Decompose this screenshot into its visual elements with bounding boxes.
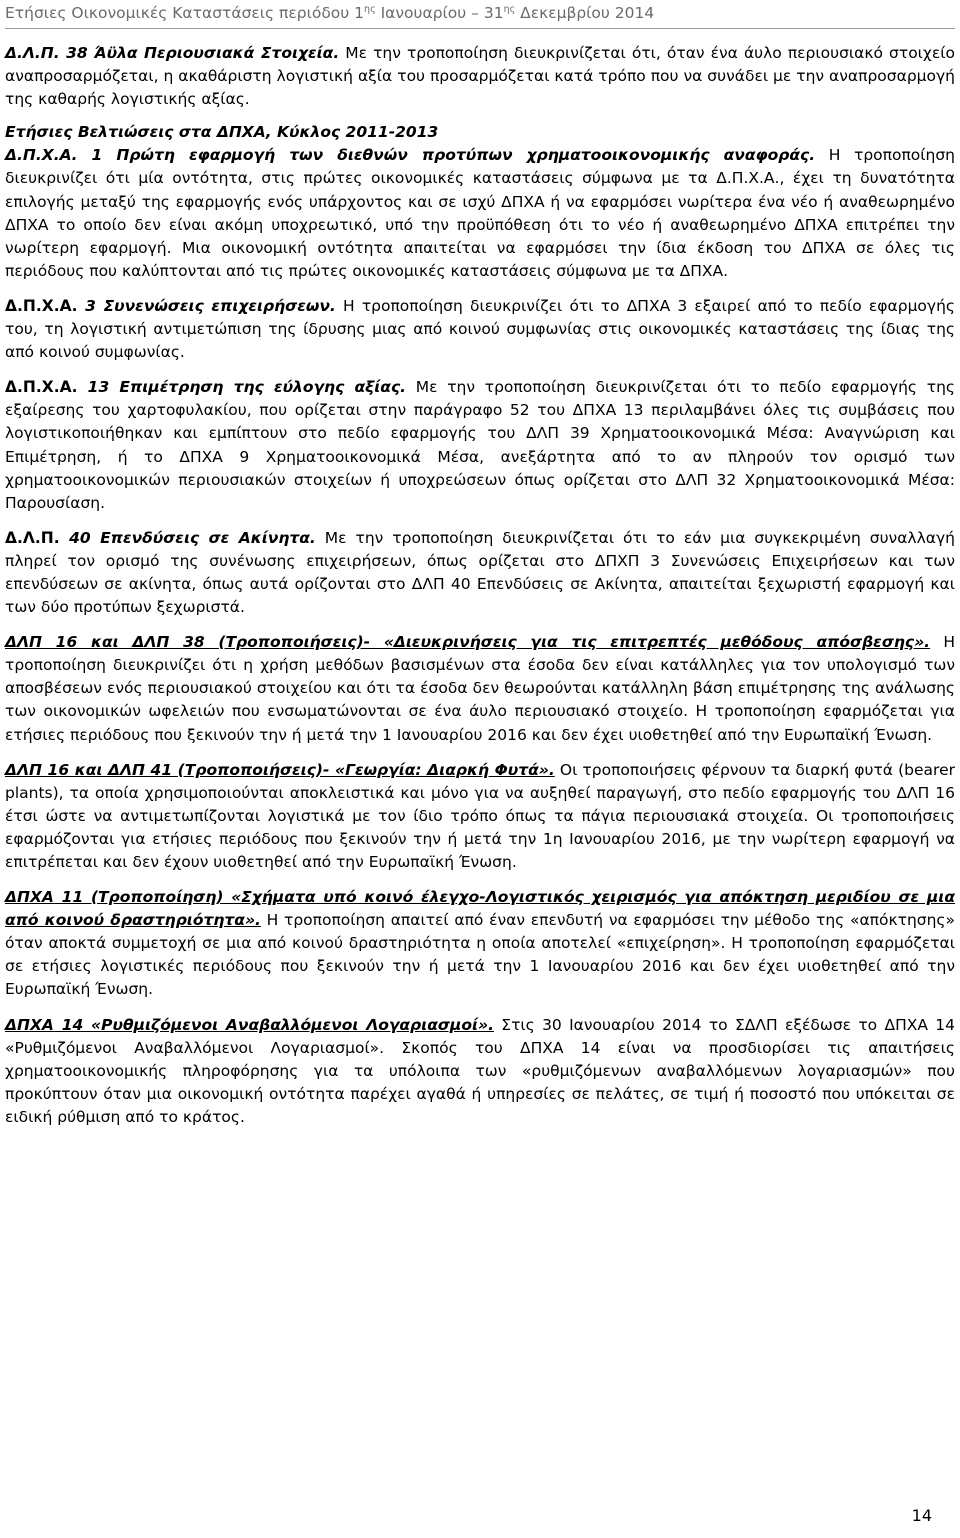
heading-ias16-ias41: ΔΛΠ 16 και ΔΛΠ 41 (Τροποποιήσεις)- «Γεωργία: Διαρκή Φυτά». [5, 760, 555, 779]
paragraph-ias38 [5, 42, 955, 111]
text-ifrs11: Η τροποποίηση απαιτεί από έναν επενδυτή να εφαρμόσει την μέθοδο της «απόκτησης» όταν αποκτά συμμετοχή σε μια από κοινού δραστηριότητα η οποία αποτελεί «επιχείρηση». Η τροποποίηση εφαρμόζεται σε ετήσιες λογιστικές περιόδους που ξεκινούν την ή μετά την 1 Ιανουαρίου 2016 και δεν έχει υιοθετηθεί από την Ευρωπαϊκή Ένωση. [5, 911, 955, 999]
text-ifrs14: Στις 30 Ιανουαρίου 2014 το ΣΔΛΠ εξέδωσε το ΔΠΧΑ 14 «Ρυθμιζόμενοι Αναβαλλόμενοι Λογαριασμοί». Σκοπός του ΔΠΧΑ 14 είναι να προσδιορίσει τις απαιτήσεις χρηματοοικονομικής πληροφόρησης για τα υπόλοιπα των «ρυθμιζόμενων αναβαλλόμενων λογαριασμών» που προκύπτουν όταν μια οικονομική οντότητα παρέχει αγαθά ή υπηρεσίες σε πελάτες, σε τιμή ή ποσοστό που υπόκειται σε ειδική ρύθμιση από το κράτος. [5, 1015, 955, 1126]
header-sup-1: ης [364, 3, 376, 15]
text-ias16-ias38: Η τροποποίηση διευκρινίζει ότι η χρήση μεθόδων βασισμένων στα έσοδα δεν είναι κατάλληλες για τον υπολογισμό των αποσβέσεων ενός περιουσιακού στοιχείου και ότι τα έσοδα δεν θεωρούνται κατάλληλη βάση επιμέτρησης της ανάλωσης των οικονομικών ωφελειών που ενσωματώνονται σε ένα άυλο περιουσιακό στοιχείο. Η τροποποίηση εφαρμόζεται για ετήσιες περιόδους που ξεκινούν την ή μετά την 1 Ιανουαρίου 2016 και δεν έχει υιοθετηθεί από την Ευρωπαϊκή Ένωση. [5, 633, 955, 744]
heading-ifrs14: ΔΠΧΑ 14 «Ρυθμιζόμενοι Αναβαλλόμενοι Λογαριασμοί». [5, 1015, 494, 1034]
spacer [5, 283, 955, 295]
heading-ias40-code: Δ.Λ.Π. [5, 528, 60, 547]
text-ifrs1: Η τροποποίηση διευκρινίζει ότι μία οντότητα, στις πρώτες οικονομικές καταστάσεις σύμφωνα με τα Δ.Π.Χ.Α., έχει τη δυνατότητα επιλογής μεταξύ της εφαρμογής ενός υπάρχοντος και σε ισχύ ΔΠΧΑ ή να εφαρμόσει νωρίτερα ένα νέο ή αναθεωρημένο ΔΠΧΑ το οποίο δεν είναι ακόμη υποχρεωτικό, υπό την προϋπόθεση ότι το νέο ή αναθεωρημένο ΔΠΧΑ επιτρέπει την νωρίτερη εφαρμογή. Μια οικονομική οντότητα απαιτείται να εφαρμόσει την ίδια έκδοση του ΔΠΧΑ σε όλες τις περιόδους που καλύπτονται από τις πρώτες οικονομικές καταστάσεις σύμφωνα με τα ΔΠΧΑ. [5, 146, 955, 280]
page-number: 14 [911, 1506, 932, 1525]
text-ifrs3: Η τροποποίηση διευκρινίζει ότι το ΔΠΧΑ 3 εξαιρεί από το πεδίο εφαρμογής του, τη λογιστική αντιμετώπιση της ίδρυσης μιας από κοινού συμφωνίας στις οικονομικές καταστάσεις της ίδιας της από κοινού συμφωνίας. [5, 296, 956, 362]
header-divider [5, 28, 955, 29]
paragraph-ifrs13 [5, 376, 955, 515]
paragraph-ifrs1 [5, 121, 955, 283]
running-header [5, 2, 955, 24]
text-ifrs13: Με την τροποποίηση διευκρινίζεται ότι το πεδίο εφαρμογής της εξαίρεσης του χαρτοφυλακίου, που ορίζεται στην παράγραφο 52 του ΔΠΧΑ 13 περιλαμβάνει όλες τις συμβάσεις που λογιστικοποιήθηκαν και εμπίπτουν στο πεδίο εφαρμογής του ΔΛΠ 39 Χρηματοοικονομικά Μέσα: Αναγνώριση και Επιμέτρηση, ή το ΔΠΧΑ 9 Χρηματοοικονομικά Μέσα, ανεξάρτητα από το αν πληρούν τον ορισμό των χρηματοοικονομικών περιουσιακών στοιχείων ή υποχρεώσεων όπως ορίζεται στο ΔΛΠ 32 Χρηματοοικονομικά Μέσα: Παρουσίαση. [5, 378, 956, 512]
paragraph-ifrs3 [5, 295, 955, 364]
heading-ifrs13-title: 13 Επιμέτρηση της εύλογης αξίας. [77, 378, 407, 397]
header-sup-2: ης [503, 3, 516, 15]
paragraph-ifrs11 [5, 886, 955, 1001]
paragraph-ias16-ias41 [5, 759, 955, 874]
heading-ifrs3-code: Δ.Π.Χ.Α. [5, 296, 78, 315]
paragraph-ias16-ias38 [5, 631, 955, 746]
paragraph-ias40 [5, 527, 955, 619]
heading-ifrs11: ΔΠΧΑ 11 (Τροποποίηση) «Σχήματα υπό κοινό έλεγχο-Λογιστικός χειρισμός για απόκτηση μεριδίου σε μια από κοινού δραστηριότητα». [5, 888, 955, 930]
heading-ifrs13-code: Δ.Π.Χ.Α. [5, 378, 78, 397]
text-ias38: Με την τροποποίηση διευκρινίζεται ότι, όταν ένα άυλο περιουσιακό στοιχείο αναπροσαρμόζεται, η ακαθάριστη λογιστική αξία του προσαρμόζεται κατά τρόπο που να συνάδει με την αναπροσαρμογή της καθαρής λογιστικής αξίας. [5, 44, 955, 109]
heading-ifrs1: Δ.Π.Χ.Α. 1 Πρώτη εφαρμογή των διεθνών προτύπων χρηματοοικονομικής αναφοράς. [5, 146, 816, 165]
header-text-2: Ιανουαρίου – 31 [375, 4, 504, 22]
heading-ias38: Δ.Λ.Π. 38 Άϋλα Περιουσιακά Στοιχεία. [5, 44, 340, 62]
paragraph-ifrs14 [5, 1014, 955, 1129]
heading-ias16-ias38: ΔΛΠ 16 και ΔΛΠ 38 (Τροποποιήσεις)- «Διευκρινήσεις για τις επιτρεπτές μεθόδους απόσβεσης». [5, 633, 931, 652]
header-text-1: Ετήσιες Οικονομικές Καταστάσεις περιόδου 1 [5, 4, 365, 22]
text-ias16-ias41: Οι τροποποιήσεις φέρνουν τα διαρκή φυτά (bearer plants), τα οποία χρησιμοποιούνται αποκλειστικά και μόνο για να αυξηθεί παραγωγή, στο πεδίο εφαρμογής του ΔΛΠ 16 έτσι ώστε να αντιμετωπίζονται λογιστικά με τον ίδιο τρόπο όπως τα πάγια περιουσιακά στοιχεία. Οι τροποποιήσεις εφαρμόζονται για ετήσιες περιόδους που ξεκινούν την ή μετά την 1η Ιανουαρίου 2016, με την νωρίτερη εφαρμογή να επιτρέπεται και δεν έχουν υιοθετηθεί από την Ευρωπαϊκή Ένωση. [5, 760, 955, 871]
header-text-3: Δεκεμβρίου 2014 [515, 4, 655, 22]
subheading-annual-improvements: Ετήσιες Βελτιώσεις στα ΔΠΧΑ, Κύκλος 2011-2013 [5, 123, 439, 142]
heading-ifrs3-title: 3 Συνενώσεις επιχειρήσεων. [77, 296, 336, 315]
heading-ias40-title: 40 Επενδύσεις σε Ακίνητα. [59, 528, 316, 547]
text-ias40: Με την τροποποίηση διευκρινίζεται ότι το εάν μια συγκεκριμένη συναλλαγή πληρεί τον ορισμό της συνένωσης επιχειρήσεων, όπως ορίζεται στο ΔΠΧΠ 3 Συνενώσεις Επιχειρήσεων και των επενδύσεων σε ακίνητα, όπως αυτά ορίζονται στο ΔΛΠ 40 Επενδύσεις σε Ακίνητα, απαιτείται ξεχωριστή εφαρμογή και των δύο προτύπων ξεχωριστά. [5, 528, 955, 617]
document-body [5, 42, 955, 1139]
